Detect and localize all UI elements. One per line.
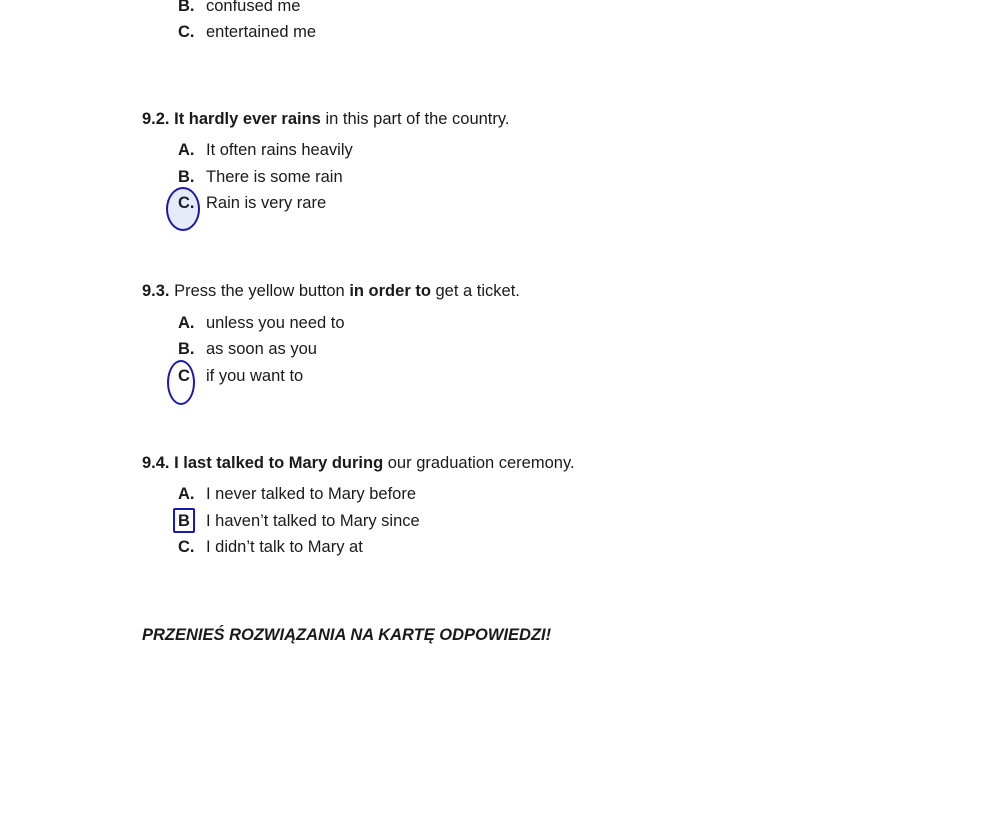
- option-letter: A.: [178, 141, 195, 159]
- answer-circle-mark: [167, 360, 195, 405]
- option-letter: C.: [178, 194, 195, 212]
- q94-option-b: [178, 511, 678, 531]
- q93-option-a: [178, 313, 678, 333]
- option-text: I didn’t talk to Mary at: [206, 538, 363, 556]
- question-number: 9.3.: [142, 282, 170, 300]
- q93-question: [142, 281, 520, 301]
- option-text: confused me: [206, 0, 301, 15]
- question-number: 9.4.: [142, 454, 170, 472]
- option-letter: B.: [178, 340, 195, 358]
- transfer-answers-instruction: PRZENIEŚ ROZWIĄZANIA NA KARTĘ ODPOWIEDZI!: [142, 626, 552, 644]
- option-text: It often rains heavily: [206, 141, 353, 159]
- question-post: get a ticket.: [430, 282, 520, 300]
- option-text: entertained me: [206, 23, 317, 41]
- q94-question: [142, 453, 575, 473]
- option-letter: A.: [178, 314, 195, 332]
- option-letter: C.: [178, 23, 195, 41]
- q92-option-b: [178, 167, 678, 187]
- question-bold: I last talked to Mary during: [174, 454, 384, 472]
- q94-option-a: [178, 484, 678, 504]
- question-pre: Press the yellow button: [174, 282, 350, 300]
- q94-option-c: [178, 537, 678, 557]
- answer-box-mark: [173, 508, 195, 533]
- q93-option-c: [178, 366, 678, 386]
- option-text: unless you need to: [206, 314, 345, 332]
- question-bold: It hardly ever rains: [174, 110, 321, 128]
- option-letter: B: [178, 512, 190, 530]
- option-text: if you want to: [206, 367, 304, 385]
- q92-option-c: [178, 193, 678, 213]
- q93-option-b: [178, 339, 678, 359]
- option-letter: B.: [178, 168, 195, 186]
- q92-option-a: [178, 140, 678, 160]
- option-text: I haven’t talked to Mary since: [206, 512, 420, 530]
- option-text: Rain is very rare: [206, 194, 327, 212]
- q91-option-b: [178, 0, 678, 16]
- option-letter: C.: [178, 538, 195, 556]
- option-letter: A.: [178, 485, 195, 503]
- option-letter: B.: [178, 0, 195, 15]
- option-letter: C: [178, 367, 190, 385]
- answer-circle-mark: [166, 187, 200, 231]
- q92-question: [142, 109, 510, 129]
- question-number: 9.2.: [142, 110, 170, 128]
- question-bold: in order to: [349, 282, 431, 300]
- question-rest: in this part of the country.: [320, 110, 510, 128]
- option-text: There is some rain: [206, 168, 343, 186]
- question-rest: our graduation ceremony.: [383, 454, 575, 472]
- option-text: I never talked to Mary before: [206, 485, 417, 503]
- option-text: as soon as you: [206, 340, 317, 358]
- q91-option-c: [178, 22, 678, 42]
